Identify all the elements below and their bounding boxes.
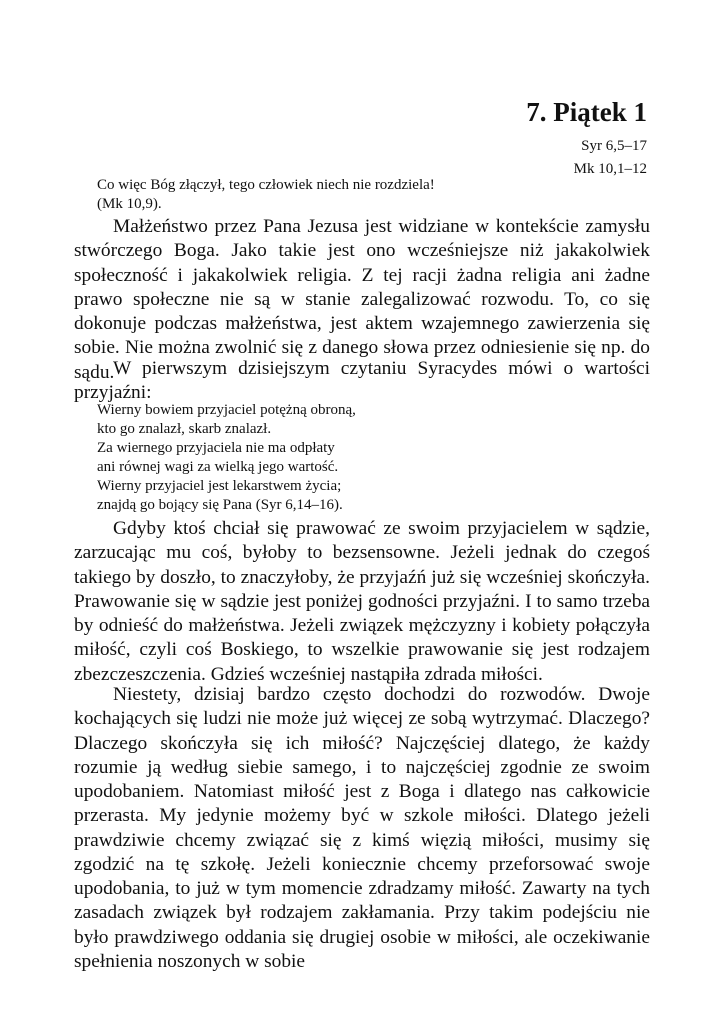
quote-line: Za wiernego przyjaciela nie ma odpłaty bbox=[97, 440, 335, 457]
reading-reference-gospel: Mk 10,1–12 bbox=[573, 161, 647, 177]
quote-line: Wierny przyjaciel jest lekarstwem życia; bbox=[97, 478, 342, 495]
reading-reference-first: Syr 6,5–17 bbox=[581, 138, 647, 154]
motto-quote bbox=[97, 176, 597, 214]
quote-line: ani równej wagi za wielką jego wartość. bbox=[97, 459, 339, 476]
quote-line: Wierny bowiem przyjaciel potężną obroną, bbox=[97, 402, 356, 418]
sirach-quote bbox=[97, 401, 356, 516]
paragraph-friendship-court: Gdyby ktoś chciał się prawować ze swoim przyjacielem w sądzie, zarzucając mu coś, byłoby to bezsensowne. Jeżeli jednak do czegoś takiego by doszło, to znaczyłoby, że przyjaźń już się wcześniej skończyła. Prawowanie się w sądzie jest poniżej godności przyjaźni. I to samo trzeba by odnieść do małżeństwa. Jeżeli związek mężczyzny i kobiety połączyła miłość, czyli coś Boskiego, to wszelkie prawowanie się jest rodzajem zbezczeszczenia. Gdzieś wcześniej nastąpiła zdrada miłości. bbox=[74, 518, 650, 685]
motto-citation: (Mk 10,9). bbox=[97, 196, 162, 212]
paragraph-sirach-intro: W pierwszym dzisiejszym czytaniu Syracydes mówi o wartości przyjaźni: bbox=[74, 358, 650, 404]
paragraph-marriage: Małżeństwo przez Pana Jezusa jest widziane w kontekście zamysłu stwórczego Boga. Jako takie jest ono wcześniejsze niż jakakolwiek społeczność i jakakolwiek religia. Z tej racji żadna religia ani żadne prawo społeczne nie są w stanie zalegalizować rozwodu. To, co się dokonuje podczas małżeństwa, jest aktem wzajemnego zawierzenia się sobie. Nie można zwolnić się z danego słowa przez odniesienie się np. do sądu. bbox=[74, 216, 650, 383]
quote-line: kto go znalazł, skarb znalazł. bbox=[97, 421, 272, 438]
chapter-title: 7. Piątek 1 bbox=[526, 97, 647, 127]
motto-line: Co więc Bóg złączył, tego człowiek niech nie rozdziela! bbox=[97, 177, 435, 193]
quote-line: znajdą go bojący się Pana (Syr 6,14–16). bbox=[97, 497, 343, 514]
paragraph-divorce: Niestety, dzisiaj bardzo często dochodzi do rozwodów. Dwoje kochających się ludzi nie może już więcej ze sobą wytrzymać. Dlaczego? Dlaczego skończyła się ich miłość? Najczęściej dlatego, że każdy rozumie ją według siebie samego, i to najczęściej zgodnie ze swoim upodobaniem. Natomiast miłość jest z Boga i dlatego nas całkowicie przerasta. My jedynie możemy być w szkole miłości. Dlatego jeżeli prawdziwie chcemy związać się z kimś więzią miłości, musimy się zgodzić na tę szkołę. Jeżeli koniecznie chcemy przeforsować swoje upodobania, to już w tym momencie zdradzamy miłość. Zawarty na tych zasadach związek był rodzajem zakłamania. Przy takim podejściu nie było prawdziwego oddania się drugiej osobie w miłości, ale oczekiwanie spełnienia noszonych w sobie bbox=[74, 684, 650, 972]
